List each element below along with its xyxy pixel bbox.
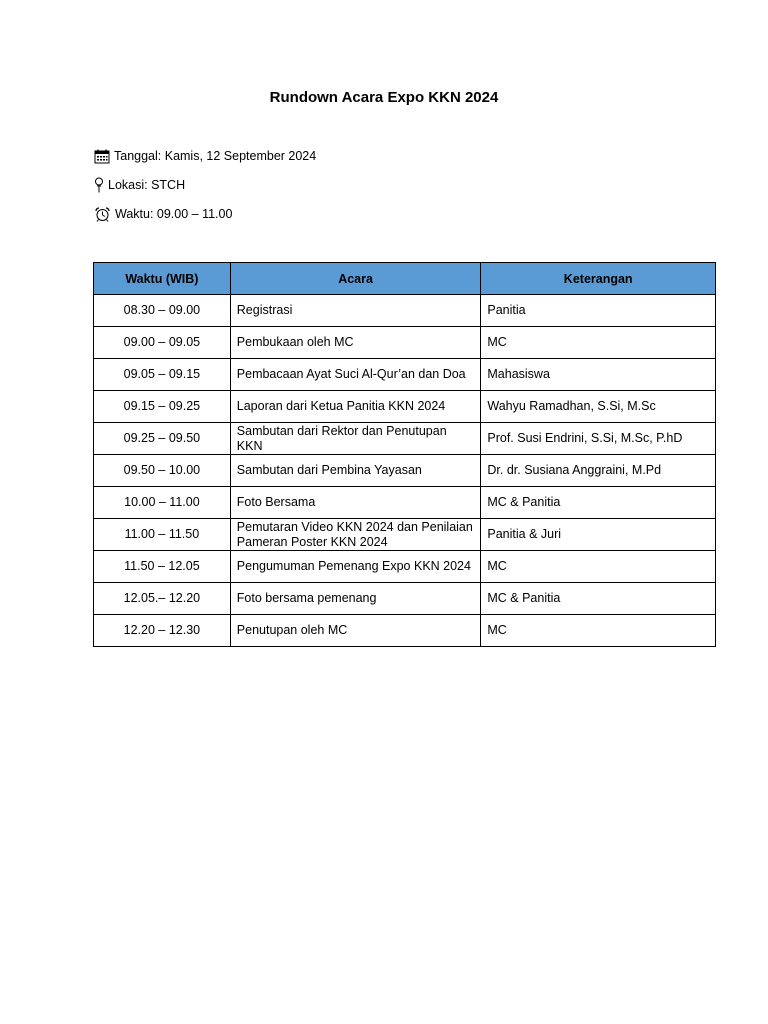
table-row <box>94 551 716 583</box>
info-date <box>94 147 316 165</box>
row-time: 09.05 – 09.15 <box>94 359 231 391</box>
info-location-text: Lokasi: STCH <box>108 178 186 192</box>
row-time: 11.00 – 11.50 <box>94 519 231 551</box>
row-time: 10.00 – 11.00 <box>94 487 231 519</box>
table-row <box>94 615 716 647</box>
table-row <box>94 519 716 551</box>
row-time: 08.30 – 09.00 <box>94 295 231 327</box>
info-time <box>94 205 232 223</box>
row-note: Mahasiswa <box>481 359 716 391</box>
row-event: Foto bersama pemenang <box>230 583 481 615</box>
table-header-row <box>94 263 716 295</box>
row-event: Penutupan oleh MC <box>230 615 481 647</box>
document-title: Rundown Acara Expo KKN 2024 <box>269 89 499 106</box>
table-row <box>94 359 716 391</box>
row-time: 09.15 – 09.25 <box>94 391 231 423</box>
pushpin-icon <box>94 177 104 193</box>
alarm-clock-icon <box>94 207 111 222</box>
row-event: Pemutaran Video KKN 2024 dan Penilaian Pameran Poster KKN 2024 <box>230 519 481 551</box>
info-time-text: Waktu: 09.00 – 11.00 <box>115 207 233 221</box>
row-note: Panitia <box>481 295 716 327</box>
row-time: 09.50 – 10.00 <box>94 455 231 487</box>
row-time: 12.05.– 12.20 <box>94 583 231 615</box>
row-note: Wahyu Ramadhan, S.Si, M.Sc <box>481 391 716 423</box>
row-event: Foto Bersama <box>230 487 481 519</box>
row-time: 11.50 – 12.05 <box>94 551 231 583</box>
header-keterangan: Keterangan <box>481 263 716 295</box>
header-waktu: Waktu (WIB) <box>94 263 231 295</box>
row-event: Registrasi <box>230 295 481 327</box>
table-row <box>94 295 716 327</box>
row-time: 09.25 – 09.50 <box>94 423 231 455</box>
table-row <box>94 487 716 519</box>
row-note: MC & Panitia <box>481 583 716 615</box>
row-note: Dr. dr. Susiana Anggraini, M.Pd <box>481 455 716 487</box>
row-event: Sambutan dari Rektor dan Penutupan KKN <box>230 423 481 455</box>
row-event: Pembukaan oleh MC <box>230 327 481 359</box>
table-row <box>94 583 716 615</box>
row-event: Sambutan dari Pembina Yayasan <box>230 455 481 487</box>
row-note: MC <box>481 551 716 583</box>
row-note: MC & Panitia <box>481 487 716 519</box>
row-note: Prof. Susi Endrini, S.Si, M.Sc, P.hD <box>481 423 716 455</box>
table-row <box>94 391 716 423</box>
row-time: 09.00 – 09.05 <box>94 327 231 359</box>
row-note: Panitia & Juri <box>481 519 716 551</box>
row-note: MC <box>481 327 716 359</box>
table-row <box>94 327 716 359</box>
table-row <box>94 423 716 455</box>
header-acara: Acara <box>230 263 481 295</box>
row-event: Pembacaan Ayat Suci Al-Qur’an dan Doa <box>230 359 481 391</box>
table-row <box>94 455 716 487</box>
row-note: MC <box>481 615 716 647</box>
rundown-table <box>93 262 716 647</box>
info-location <box>94 176 185 194</box>
info-date-text: Tanggal: Kamis, 12 September 2024 <box>114 149 317 163</box>
row-event: Laporan dari Ketua Panitia KKN 2024 <box>230 391 481 423</box>
row-time: 12.20 – 12.30 <box>94 615 231 647</box>
calendar-icon <box>94 149 110 164</box>
row-event: Pengumuman Pemenang Expo KKN 2024 <box>230 551 481 583</box>
